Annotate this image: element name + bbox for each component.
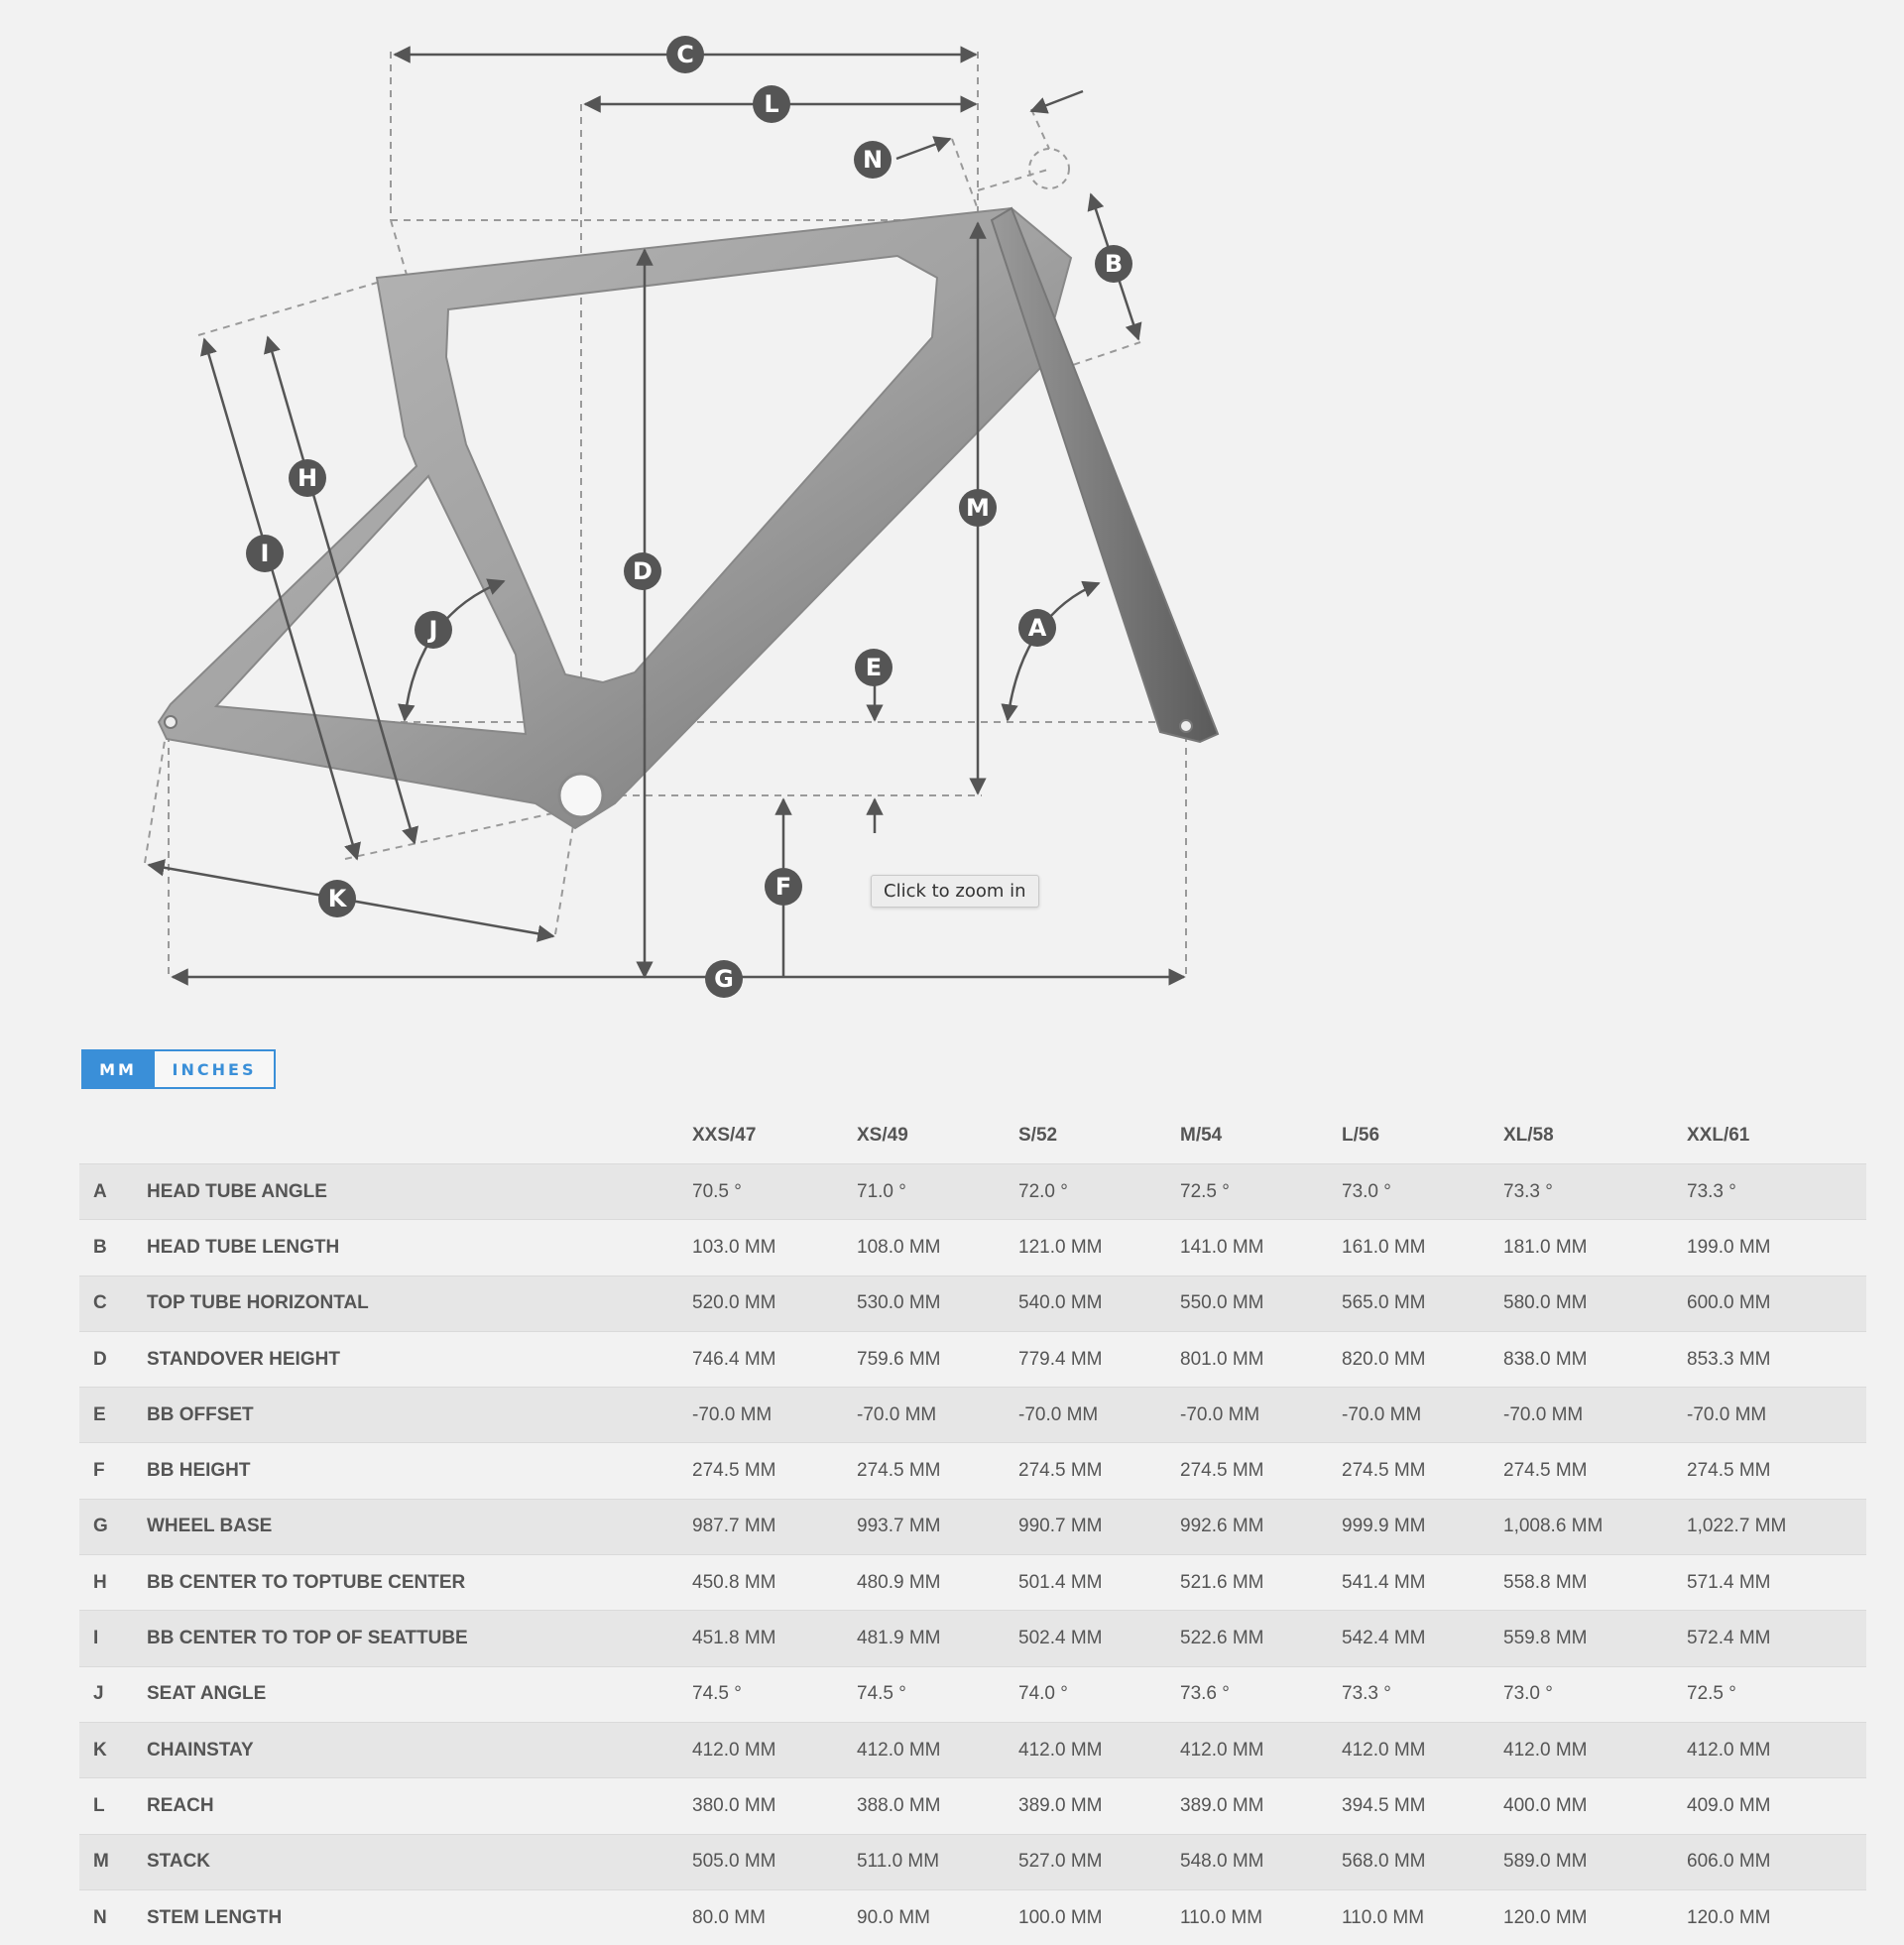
row-value: 540.0 MM (1018, 1276, 1180, 1331)
geometry-row-e (79, 1388, 1866, 1443)
label-J: J (428, 616, 438, 644)
row-value: 389.0 MM (1180, 1778, 1342, 1834)
row-value: 1,008.6 MM (1503, 1499, 1687, 1554)
row-value: 820.0 MM (1342, 1331, 1503, 1387)
row-value: 502.4 MM (1018, 1611, 1180, 1666)
row-value: 987.7 MM (692, 1499, 857, 1554)
row-value: 388.0 MM (857, 1778, 1018, 1834)
row-value: 450.8 MM (692, 1555, 857, 1611)
row-code: J (79, 1666, 147, 1722)
row-value: 74.0 ° (1018, 1666, 1180, 1722)
row-value: 527.0 MM (1018, 1834, 1180, 1889)
row-value: 409.0 MM (1687, 1778, 1866, 1834)
row-value: 121.0 MM (1018, 1220, 1180, 1276)
row-value: 565.0 MM (1342, 1276, 1503, 1331)
label-K: K (327, 885, 347, 912)
row-value: 412.0 MM (692, 1722, 857, 1777)
row-code: F (79, 1443, 147, 1499)
row-value: 542.4 MM (1342, 1611, 1503, 1666)
label-F: F (774, 873, 792, 901)
row-value: 181.0 MM (1503, 1220, 1687, 1276)
row-name: BB CENTER TO TOP OF SEATTUBE (147, 1611, 692, 1666)
row-name: WHEEL BASE (147, 1499, 692, 1554)
row-value: 100.0 MM (1018, 1889, 1180, 1945)
row-value: 74.5 ° (857, 1666, 1018, 1722)
row-name: REACH (147, 1778, 692, 1834)
row-value: 70.5 ° (692, 1164, 857, 1220)
row-code: M (79, 1834, 147, 1889)
row-name: STANDOVER HEIGHT (147, 1331, 692, 1387)
size-header: S/52 (1018, 1125, 1058, 1146)
label-C: C (676, 41, 694, 68)
row-value: 108.0 MM (857, 1220, 1018, 1276)
row-code: G (79, 1499, 147, 1554)
zoom-tooltip: Click to zoom in (871, 875, 1039, 908)
row-value: 558.8 MM (1503, 1555, 1687, 1611)
steerer-circle (1029, 149, 1069, 188)
unit-inches-button[interactable]: INCHES (155, 1049, 276, 1089)
row-value: 73.3 ° (1342, 1666, 1503, 1722)
geometry-row-f (79, 1443, 1866, 1499)
row-value: 412.0 MM (1180, 1722, 1342, 1777)
geometry-row-b (79, 1220, 1866, 1276)
row-code: E (79, 1388, 147, 1443)
geometry-row-a (79, 1164, 1866, 1220)
geometry-row-i (79, 1611, 1866, 1666)
label-D: D (633, 557, 653, 585)
row-value: 568.0 MM (1342, 1834, 1503, 1889)
row-value: 990.7 MM (1018, 1499, 1180, 1554)
row-name: CHAINSTAY (147, 1722, 692, 1777)
row-value: 161.0 MM (1342, 1220, 1503, 1276)
geometry-row-h (79, 1555, 1866, 1611)
size-header: L/56 (1342, 1125, 1380, 1146)
row-value: 412.0 MM (857, 1722, 1018, 1777)
row-name: TOP TUBE HORIZONTAL (147, 1276, 692, 1331)
row-name: BB CENTER TO TOPTUBE CENTER (147, 1555, 692, 1611)
size-header: XXS/47 (692, 1125, 757, 1146)
row-value: 759.6 MM (857, 1331, 1018, 1387)
row-value: 389.0 MM (1018, 1778, 1180, 1834)
row-value: 572.4 MM (1687, 1611, 1866, 1666)
row-value: 72.5 ° (1180, 1164, 1342, 1220)
row-value: -70.0 MM (692, 1388, 857, 1443)
row-name: HEAD TUBE ANGLE (147, 1164, 692, 1220)
row-value: 400.0 MM (1503, 1778, 1687, 1834)
row-value: 541.4 MM (1342, 1555, 1503, 1611)
unit-mm-button[interactable]: MM (81, 1049, 155, 1089)
row-value: 580.0 MM (1503, 1276, 1687, 1331)
label-H: H (297, 464, 318, 492)
row-value: 559.8 MM (1503, 1611, 1687, 1666)
row-value: 600.0 MM (1687, 1276, 1866, 1331)
row-value: 571.4 MM (1687, 1555, 1866, 1611)
row-value: 274.5 MM (1342, 1443, 1503, 1499)
row-value: 80.0 MM (692, 1889, 857, 1945)
row-name: BB HEIGHT (147, 1443, 692, 1499)
row-value: 199.0 MM (1687, 1220, 1866, 1276)
row-value: 412.0 MM (1342, 1722, 1503, 1777)
row-value: 274.5 MM (1503, 1443, 1687, 1499)
row-value: 521.6 MM (1180, 1555, 1342, 1611)
geometry-row-m (79, 1834, 1866, 1889)
dimension-arrows (149, 55, 1184, 977)
row-value: 394.5 MM (1342, 1778, 1503, 1834)
row-value: 412.0 MM (1018, 1722, 1180, 1777)
row-code: D (79, 1331, 147, 1387)
row-value: 501.4 MM (1018, 1555, 1180, 1611)
row-value: 73.0 ° (1503, 1666, 1687, 1722)
row-value: 73.3 ° (1687, 1164, 1866, 1220)
row-value: 380.0 MM (692, 1778, 857, 1834)
geometry-row-c (79, 1276, 1866, 1331)
geometry-row-n (79, 1889, 1866, 1945)
row-value: 90.0 MM (857, 1889, 1018, 1945)
row-value: 71.0 ° (857, 1164, 1018, 1220)
row-value: -70.0 MM (1342, 1388, 1503, 1443)
row-value: -70.0 MM (1687, 1388, 1866, 1443)
geometry-row-g (79, 1499, 1866, 1554)
row-value: 530.0 MM (857, 1276, 1018, 1331)
geometry-row-j (79, 1666, 1866, 1722)
row-name: HEAD TUBE LENGTH (147, 1220, 692, 1276)
row-value: 72.5 ° (1687, 1666, 1866, 1722)
row-name: STACK (147, 1834, 692, 1889)
row-value: 120.0 MM (1503, 1889, 1687, 1945)
row-value: 274.5 MM (1180, 1443, 1342, 1499)
row-value: -70.0 MM (1180, 1388, 1342, 1443)
row-code: B (79, 1220, 147, 1276)
row-value: 505.0 MM (692, 1834, 857, 1889)
row-code: K (79, 1722, 147, 1777)
dashed-guides (145, 52, 1186, 980)
geometry-row-k (79, 1722, 1866, 1777)
row-code: L (79, 1778, 147, 1834)
label-M: M (966, 494, 990, 522)
row-value: 746.4 MM (692, 1331, 857, 1387)
row-value: 992.6 MM (1180, 1499, 1342, 1554)
label-B: B (1104, 250, 1124, 278)
row-name: BB OFFSET (147, 1388, 692, 1443)
row-value: 274.5 MM (692, 1443, 857, 1499)
row-value: 103.0 MM (692, 1220, 857, 1276)
geometry-table (79, 1108, 1866, 1945)
label-E: E (865, 654, 883, 681)
size-header-row (79, 1108, 1866, 1164)
row-value: 74.5 ° (692, 1666, 857, 1722)
row-name: STEM LENGTH (147, 1889, 692, 1945)
size-header: M/54 (1180, 1125, 1223, 1146)
row-value: 274.5 MM (1018, 1443, 1180, 1499)
label-N: N (862, 146, 884, 174)
row-value: 274.5 MM (857, 1443, 1018, 1499)
row-code: A (79, 1164, 147, 1220)
label-L: L (764, 90, 779, 118)
row-value: -70.0 MM (1018, 1388, 1180, 1443)
row-value: 481.9 MM (857, 1611, 1018, 1666)
row-value: 548.0 MM (1180, 1834, 1342, 1889)
row-value: 606.0 MM (1687, 1834, 1866, 1889)
row-value: 853.3 MM (1687, 1331, 1866, 1387)
bike-frame (159, 208, 1218, 828)
row-value: 412.0 MM (1687, 1722, 1866, 1777)
row-code: H (79, 1555, 147, 1611)
row-value: 801.0 MM (1180, 1331, 1342, 1387)
row-value: 73.6 ° (1180, 1666, 1342, 1722)
row-value: 511.0 MM (857, 1834, 1018, 1889)
label-A: A (1027, 614, 1047, 642)
row-value: 522.6 MM (1180, 1611, 1342, 1666)
row-value: 993.7 MM (857, 1499, 1018, 1554)
row-value: 589.0 MM (1503, 1834, 1687, 1889)
row-value: 73.3 ° (1503, 1164, 1687, 1220)
size-header: XL/58 (1503, 1125, 1554, 1146)
row-value: 120.0 MM (1687, 1889, 1866, 1945)
geometry-row-d (79, 1331, 1866, 1387)
size-header: XXL/61 (1687, 1125, 1750, 1146)
row-code: C (79, 1276, 147, 1331)
row-value: 520.0 MM (692, 1276, 857, 1331)
row-value: 779.4 MM (1018, 1331, 1180, 1387)
size-header: XS/49 (857, 1125, 908, 1146)
row-value: 412.0 MM (1503, 1722, 1687, 1777)
row-value: 274.5 MM (1687, 1443, 1866, 1499)
row-value: 999.9 MM (1342, 1499, 1503, 1554)
geometry-row-l (79, 1778, 1866, 1834)
row-code: N (79, 1889, 147, 1945)
row-value: 110.0 MM (1342, 1889, 1503, 1945)
row-value: 141.0 MM (1180, 1220, 1342, 1276)
row-value: 1,022.7 MM (1687, 1499, 1866, 1554)
row-value: -70.0 MM (857, 1388, 1018, 1443)
row-value: 72.0 ° (1018, 1164, 1180, 1220)
unit-toggle (81, 1049, 276, 1089)
row-value: 550.0 MM (1180, 1276, 1342, 1331)
row-value: 73.0 ° (1342, 1164, 1503, 1220)
row-value: 838.0 MM (1503, 1331, 1687, 1387)
row-value: 451.8 MM (692, 1611, 857, 1666)
row-name: SEAT ANGLE (147, 1666, 692, 1722)
row-code: I (79, 1611, 147, 1666)
label-G: G (714, 965, 734, 993)
row-value: -70.0 MM (1503, 1388, 1687, 1443)
row-value: 480.9 MM (857, 1555, 1018, 1611)
row-value: 110.0 MM (1180, 1889, 1342, 1945)
label-I: I (260, 540, 270, 567)
